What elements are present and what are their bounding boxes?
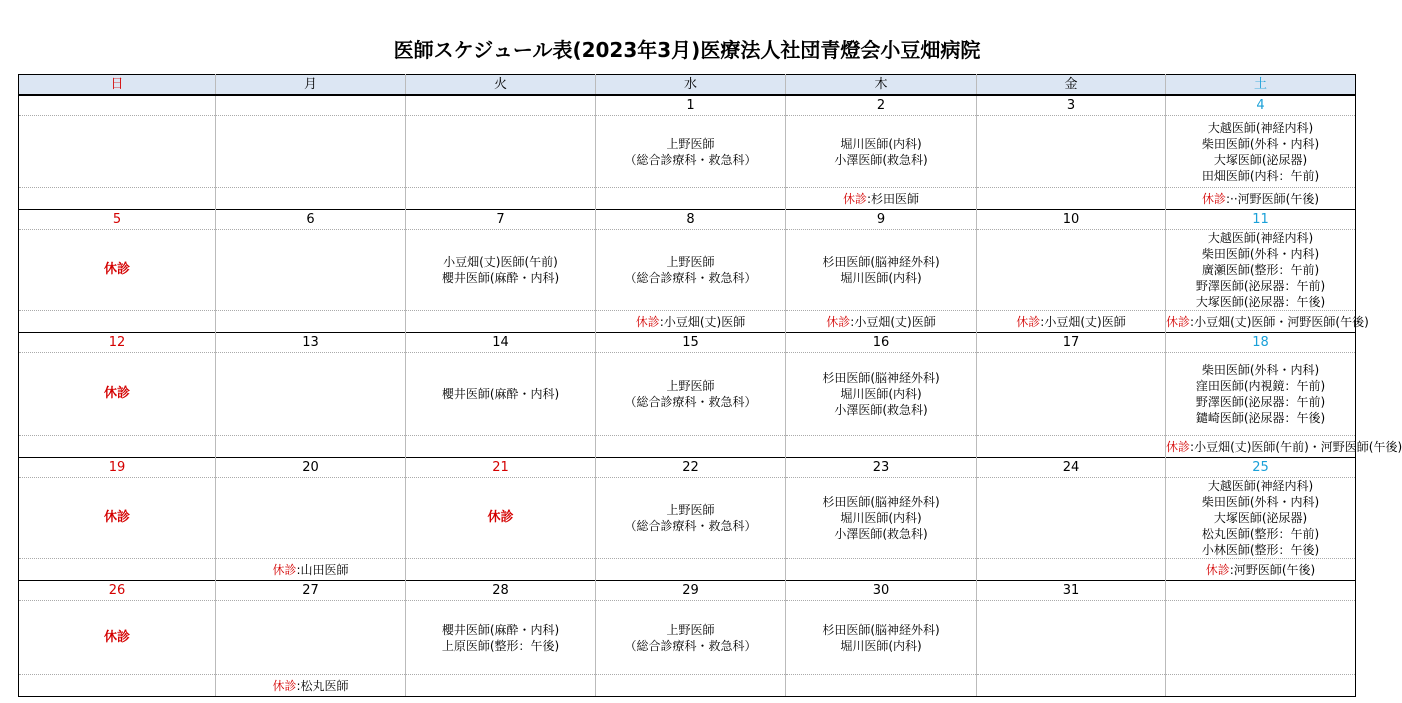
doctor-entry: 大塚医師(泌尿器：午後) <box>1195 295 1326 309</box>
closed-label: 休診 <box>1166 314 1191 329</box>
schedule-cell <box>977 601 1166 675</box>
doctor-entry: 鑓崎医師(泌尿器：午後) <box>1195 411 1326 425</box>
weekday-header-tue: 火 <box>406 75 596 96</box>
closed-doctor-row <box>19 436 1356 458</box>
date-cell: 16 <box>786 333 977 353</box>
closed-doctor-cell <box>596 436 786 458</box>
date-cell: 30 <box>786 581 977 601</box>
schedule-cell <box>977 116 1166 188</box>
doctor-entry: 堀川医師(内科) <box>840 511 922 525</box>
closed-doctor-cell <box>977 559 1166 581</box>
closed-doctor-row <box>19 311 1356 333</box>
doctor-entry: 野澤医師(泌尿器：午前) <box>1195 279 1326 293</box>
date-cell: 14 <box>406 333 596 353</box>
closed-doctor-cell <box>1166 311 1369 333</box>
closed-doctor-cell <box>786 436 977 458</box>
closed-doctor-cell <box>406 188 596 210</box>
date-cell: 18 <box>1166 333 1356 353</box>
doctor-entry: 堀川医師(内科) <box>840 387 922 401</box>
date-row <box>19 581 1356 601</box>
doctor-entry: 櫻井医師(麻酔・内科) <box>441 622 560 637</box>
doctor-entry: 上野医師 <box>666 622 715 637</box>
date-cell: 22 <box>596 458 786 478</box>
closed-doctor-name: 小豆畑(丈)医師 <box>1044 314 1126 329</box>
date-cell: 8 <box>596 210 786 230</box>
doctor-entry: 上野医師 <box>666 255 715 269</box>
schedule-cell <box>216 601 406 675</box>
doctor-entry: 上野医師 <box>666 136 715 151</box>
schedule-row <box>19 478 1356 559</box>
schedule-cell <box>406 230 596 311</box>
closed-doctor-cell <box>216 559 406 581</box>
date-cell: 21 <box>406 458 596 478</box>
doctor-entry: 大越医師(神経内科) <box>1207 231 1314 245</box>
doctor-entry: 堀川医師(内科) <box>840 638 922 653</box>
closed-doctor-cell <box>786 675 977 697</box>
closed-doctor-cell <box>216 188 406 210</box>
schedule-cell <box>786 478 977 559</box>
doctor-entry: （総合診療科・救急科） <box>624 152 757 167</box>
weekday-header-sun: 日 <box>19 75 216 96</box>
doctor-entry: 小澤医師(救急科) <box>834 527 928 541</box>
date-cell: 25 <box>1166 458 1356 478</box>
weekday-header-mon: 月 <box>216 75 406 96</box>
closed-colon: : <box>659 314 664 329</box>
date-cell: 27 <box>216 581 406 601</box>
doctor-entry: 杉田医師(脳神経外科) <box>822 495 940 509</box>
doctor-entry: 上原医師(整形：午後) <box>441 638 560 653</box>
weekday-header-row <box>19 75 1356 96</box>
schedule-cell <box>596 353 786 436</box>
doctor-entry: （総合診療科・救急科） <box>624 519 757 533</box>
doctor-entry: 小豆畑(丈)医師(午前) <box>443 255 558 269</box>
doctor-entry: 柴田医師(外科・内科) <box>1201 363 1320 377</box>
date-row <box>19 95 1356 116</box>
doctor-entry: 櫻井医師(麻酔・内科) <box>441 387 560 401</box>
closed-colon: : <box>1225 191 1231 206</box>
closed-doctor-row <box>19 559 1356 581</box>
schedule-cell <box>786 353 977 436</box>
date-cell: 5 <box>19 210 216 230</box>
doctor-entry: （総合診療科・救急科） <box>624 638 757 653</box>
doctor-entry: 堀川医師(内科) <box>840 136 922 151</box>
closed-doctor-name: ··河野医師(午後) <box>1230 191 1320 206</box>
closed-label: 休診 <box>103 629 130 645</box>
closed-doctor-row <box>19 188 1356 210</box>
schedule-cell <box>19 478 216 559</box>
closed-label: 休診 <box>1016 314 1041 329</box>
date-row <box>19 210 1356 230</box>
schedule-cell <box>216 478 406 559</box>
closed-label: 休診 <box>272 562 297 577</box>
closed-doctor-name: 杉田医師 <box>871 191 920 206</box>
doctor-entry: 櫻井医師(麻酔・内科) <box>441 271 560 285</box>
date-cell: 12 <box>19 333 216 353</box>
schedule-cell <box>786 116 977 188</box>
closed-doctor-cell <box>19 436 216 458</box>
date-cell: 28 <box>406 581 596 601</box>
closed-colon: : <box>296 562 301 577</box>
date-cell: 31 <box>977 581 1166 601</box>
doctor-entry: 廣瀬医師(整形：午前) <box>1201 263 1320 277</box>
date-cell: 15 <box>596 333 786 353</box>
closed-doctor-cell <box>786 188 977 210</box>
doctor-entry: 野澤医師(泌尿器：午前) <box>1195 395 1326 409</box>
date-cell: 29 <box>596 581 786 601</box>
schedule-cell <box>977 230 1166 311</box>
doctor-entry: 杉田医師(脳神経外科) <box>822 371 940 385</box>
date-cell: 13 <box>216 333 406 353</box>
closed-label: 休診 <box>1166 439 1191 454</box>
closed-doctor-name: 小豆畑(丈)医師 <box>663 314 746 329</box>
closed-doctor-cell <box>1166 436 1402 458</box>
date-cell: 10 <box>977 210 1166 230</box>
date-row <box>19 333 1356 353</box>
schedule-cell <box>406 353 596 436</box>
closed-doctor-cell <box>977 675 1166 697</box>
date-cell: 26 <box>19 581 216 601</box>
date-cell: 23 <box>786 458 977 478</box>
schedule-cell <box>1166 478 1356 559</box>
closed-doctor-cell <box>1166 559 1356 581</box>
schedule-cell <box>1166 116 1356 188</box>
date-cell: 24 <box>977 458 1166 478</box>
schedule-cell <box>596 116 786 188</box>
closed-doctor-cell <box>596 559 786 581</box>
closed-colon: : <box>1229 562 1234 577</box>
closed-doctor-cell <box>406 436 596 458</box>
date-cell <box>19 95 216 116</box>
schedule-cell <box>1166 353 1356 436</box>
date-cell: 19 <box>19 458 216 478</box>
closed-doctor-cell <box>977 436 1166 458</box>
closed-doctor-cell <box>977 311 1166 333</box>
doctor-entry: 上野医師 <box>666 503 715 517</box>
closed-doctor-cell <box>596 188 786 210</box>
date-cell <box>406 95 596 116</box>
date-cell: 2 <box>786 95 977 116</box>
doctor-entry: 杉田医師(脳神経外科) <box>822 622 940 637</box>
closed-doctor-name: 松丸医師 <box>300 678 349 693</box>
closed-label: 休診 <box>272 678 297 693</box>
closed-doctor-cell <box>1166 675 1356 697</box>
date-cell <box>216 95 406 116</box>
closed-doctor-name: 小豆畑(丈)医師(午前)・河野医師(午後) <box>1194 439 1402 454</box>
date-cell: 7 <box>406 210 596 230</box>
closed-doctor-cell <box>406 559 596 581</box>
doctor-entry: 上野医師 <box>666 379 715 393</box>
schedule-table <box>18 74 1402 697</box>
page-title: 医師スケジュール表(2023年3月)医療法人社団青燈会小豆畑病院 <box>393 38 981 62</box>
date-cell <box>1166 581 1356 601</box>
schedule-row <box>19 353 1356 436</box>
date-cell: 1 <box>596 95 786 116</box>
schedule-cell <box>786 601 977 675</box>
closed-label: 休診 <box>635 314 660 329</box>
closed-doctor-cell <box>786 311 977 333</box>
schedule-cell <box>406 478 596 559</box>
schedule-cell <box>786 230 977 311</box>
closed-label: 休診 <box>103 386 130 401</box>
date-cell: 4 <box>1166 95 1356 116</box>
schedule-cell <box>19 601 216 675</box>
closed-doctor-name: 小豆畑(丈)医師・河野医師(午後) <box>1194 314 1369 329</box>
schedule-cell <box>216 353 406 436</box>
closed-label: 休診 <box>826 314 851 329</box>
doctor-entry: 大越医師(神経内科) <box>1207 479 1314 493</box>
schedule-cell <box>19 116 216 188</box>
schedule-cell <box>596 230 786 311</box>
closed-colon: : <box>866 191 872 206</box>
weekday-header-wed: 水 <box>596 75 786 96</box>
weekday-header-fri: 金 <box>977 75 1166 96</box>
doctor-entry: 小澤医師(救急科) <box>834 152 928 167</box>
closed-doctor-cell <box>216 675 406 697</box>
closed-doctor-row <box>19 675 1356 697</box>
doctor-entry: 大越医師(神経内科) <box>1207 120 1314 135</box>
closed-label: 休診 <box>1205 562 1230 577</box>
doctor-entry: 小澤医師(救急科) <box>834 403 928 417</box>
date-cell: 11 <box>1166 210 1356 230</box>
schedule-row <box>19 601 1356 675</box>
closed-doctor-name: 山田医師 <box>300 562 349 577</box>
doctor-entry: 窪田医師(内視鏡：午前) <box>1195 379 1326 393</box>
closed-doctor-cell <box>19 675 216 697</box>
closed-doctor-cell <box>977 188 1166 210</box>
closed-doctor-cell <box>786 559 977 581</box>
closed-doctor-cell <box>596 311 786 333</box>
doctor-entry: 大塚医師(泌尿器) <box>1213 511 1308 525</box>
closed-doctor-name: 河野医師(午後) <box>1233 562 1316 577</box>
schedule-cell <box>406 601 596 675</box>
date-cell: 17 <box>977 333 1166 353</box>
schedule-cell <box>977 478 1166 559</box>
schedule-cell <box>406 116 596 188</box>
closed-doctor-cell <box>19 188 216 210</box>
closed-label: 休診 <box>103 262 130 277</box>
schedule-cell <box>19 353 216 436</box>
date-cell: 3 <box>977 95 1166 116</box>
doctor-entry: 堀川医師(内科) <box>840 271 922 285</box>
closed-doctor-cell <box>19 559 216 581</box>
closed-colon: : <box>1190 439 1195 454</box>
closed-colon: : <box>850 314 855 329</box>
closed-doctor-cell <box>596 675 786 697</box>
closed-colon: : <box>1190 314 1195 329</box>
schedule-cell <box>1166 601 1356 675</box>
schedule-cell <box>596 601 786 675</box>
schedule-cell <box>216 116 406 188</box>
doctor-entry: 柴田医師(外科・内科) <box>1201 247 1320 261</box>
schedule-cell <box>596 478 786 559</box>
schedule-row <box>19 230 1356 311</box>
doctor-entry: 田畑医師(内科：午前) <box>1201 168 1320 183</box>
weekday-header-sat: 土 <box>1166 75 1356 96</box>
doctor-entry: 大塚医師(泌尿器) <box>1213 152 1308 167</box>
schedule-row <box>19 116 1356 188</box>
closed-colon: : <box>296 678 301 693</box>
doctor-entry: 小林医師(整形：午後) <box>1201 543 1320 557</box>
weekday-header-thu: 木 <box>786 75 977 96</box>
doctor-entry: 松丸医師(整形：午前) <box>1201 527 1320 541</box>
closed-label: 休診 <box>487 510 514 525</box>
closed-doctor-cell <box>216 311 406 333</box>
closed-label: 休診 <box>842 191 867 206</box>
closed-doctor-cell <box>19 311 216 333</box>
schedule-cell <box>216 230 406 311</box>
doctor-entry: 柴田医師(外科・内科) <box>1201 136 1320 151</box>
closed-label: 休診 <box>1201 191 1226 206</box>
doctor-entry: （総合診療科・救急科） <box>624 395 757 409</box>
closed-colon: : <box>1040 314 1045 329</box>
schedule-cell <box>19 230 216 311</box>
date-cell: 9 <box>786 210 977 230</box>
doctor-entry: 杉田医師(脳神経外科) <box>822 255 940 269</box>
date-cell: 6 <box>216 210 406 230</box>
closed-doctor-cell <box>1166 188 1356 210</box>
date-row <box>19 458 1356 478</box>
doctor-entry: 柴田医師(外科・内科) <box>1201 495 1320 509</box>
schedule-cell <box>977 353 1166 436</box>
date-cell: 20 <box>216 458 406 478</box>
closed-doctor-cell <box>216 436 406 458</box>
closed-doctor-cell <box>406 675 596 697</box>
closed-doctor-cell <box>406 311 596 333</box>
closed-label: 休診 <box>103 510 130 525</box>
doctor-entry: （総合診療科・救急科） <box>624 271 757 285</box>
schedule-cell <box>1166 230 1356 311</box>
closed-doctor-name: 小豆畑(丈)医師 <box>854 314 936 329</box>
